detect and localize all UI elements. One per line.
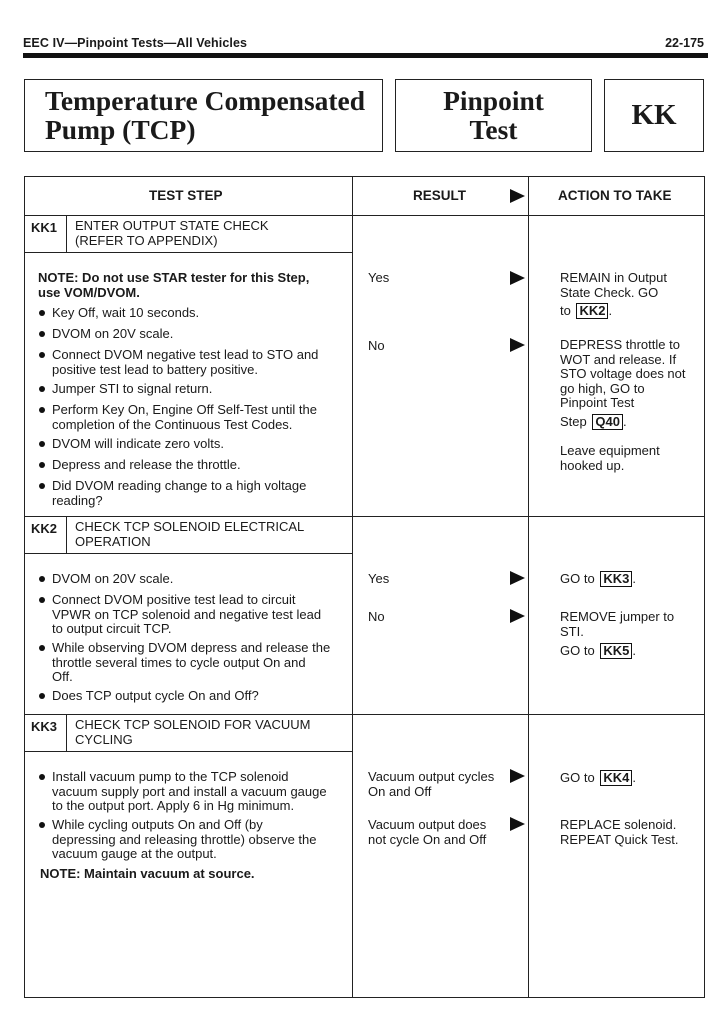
- step-title-kk2: CHECK TCP SOLENOID ELECTRICAL OPERATION: [75, 519, 305, 549]
- step-title-kk1: ENTER OUTPUT STATE CHECK (REFER TO APPENDIX): [75, 218, 269, 248]
- action-yes: GO to KK3 .: [560, 571, 636, 586]
- step-title-underline: [24, 751, 352, 752]
- bullet-icon: [39, 645, 45, 651]
- page-header-title: EEC IV—Pinpoint Tests—All Vehicles: [23, 36, 248, 50]
- step-title-underline: [24, 252, 352, 253]
- bullet-icon: [39, 483, 45, 489]
- bullet-icon: [39, 407, 45, 413]
- bullet-icon: [39, 352, 45, 358]
- step-ref-q40: Q40: [592, 414, 623, 430]
- action-note: Leave equipment hooked up.: [560, 443, 660, 473]
- arrow-icon: [510, 609, 525, 623]
- arrow-icon: [510, 271, 525, 285]
- action-no: DEPRESS throttle to WOT and release. If STO voltage does not go high, GO to Pinpoint Test Step Q40 .: [560, 337, 686, 429]
- result-yes: Yes: [368, 571, 390, 586]
- bullet-icon: [39, 774, 45, 780]
- step-ref-kk2: KK2: [576, 303, 608, 319]
- arrow-icon: [510, 338, 525, 352]
- instruction: Connect DVOM positive test lead to circuit VPWR on TCP solenoid and negative test lead to output circuit TCP.: [52, 592, 322, 636]
- bullet-icon: [39, 693, 45, 699]
- column-header-result: RESULT: [413, 188, 466, 203]
- instruction: DVOM on 20V scale.: [52, 326, 174, 341]
- action-no-cycle: REPLACE solenoid. REPEAT Quick Test.: [560, 817, 679, 847]
- instruction: Jumper STI to signal return.: [52, 381, 213, 396]
- step-title-underline: [24, 553, 352, 554]
- document-title: Temperature Compensated Pump (TCP): [45, 85, 366, 145]
- note-kk3: NOTE: Maintain vacuum at source.: [40, 866, 255, 881]
- step-id-kk2: KK2: [31, 521, 58, 536]
- result-cycles: Vacuum output cycles On and Off: [368, 769, 495, 799]
- column-divider-result: [352, 176, 353, 998]
- instruction: DVOM will indicate zero volts.: [52, 436, 224, 451]
- step-ref-kk4: KK4: [600, 770, 632, 786]
- arrow-icon: [510, 571, 525, 585]
- step-id-kk1: KK1: [31, 220, 58, 235]
- result-no: No: [368, 609, 385, 624]
- instruction: Depress and release the throttle.: [52, 457, 241, 472]
- row-divider-kk3: [24, 714, 705, 715]
- row-divider-kk2: [24, 516, 705, 517]
- instruction: Key Off, wait 10 seconds.: [52, 305, 200, 320]
- title-box: [24, 79, 383, 152]
- step-id-divider: [66, 516, 67, 553]
- action-yes: REMAIN in Output State Check. GO to KK2 .: [560, 270, 667, 318]
- step-id-kk3: KK3: [31, 719, 58, 734]
- instruction: Connect DVOM negative test lead to STO and positive test lead to battery positive.: [52, 347, 319, 377]
- header-row-divider: [24, 215, 705, 216]
- pinpoint-test-box: [395, 79, 592, 152]
- test-code: KK: [631, 99, 677, 131]
- action-cycles: GO to KK4 .: [560, 770, 636, 785]
- action-no: REMOVE jumper to STI. GO to KK5 .: [560, 609, 675, 658]
- instruction: Install vacuum pump to the TCP solenoid vacuum supply port and install a vacuum gauge to the output port. Apply 6 in Hg minimum.: [52, 769, 327, 813]
- result-no: No: [368, 338, 385, 353]
- note-kk1: NOTE: Do not use STAR tester for this Step, use VOM/DVOM.: [38, 270, 310, 300]
- pinpoint-test-label: Pinpoint Test: [443, 85, 544, 145]
- bullet-icon: [39, 576, 45, 582]
- arrow-icon: [510, 817, 525, 831]
- page-number: 22-175: [665, 36, 704, 50]
- instruction: Did DVOM reading change to a high voltage reading?: [52, 478, 307, 508]
- header-rule: [23, 53, 708, 58]
- step-ref-kk5: KK5: [600, 643, 632, 659]
- instruction: Perform Key On, Engine Off Self-Test until the completion of the Continuous Test Codes.: [52, 402, 317, 432]
- step-id-divider: [66, 714, 67, 751]
- instruction: While observing DVOM depress and release the throttle several times to cycle output On and Off.: [52, 640, 331, 684]
- bullet-icon: [39, 310, 45, 316]
- bullet-icon: [39, 462, 45, 468]
- bullet-icon: [39, 386, 45, 392]
- arrow-icon: [510, 189, 525, 203]
- bullet-icon: [39, 822, 45, 828]
- bullet-icon: [39, 331, 45, 337]
- instruction: Does TCP output cycle On and Off?: [52, 688, 259, 703]
- result-yes: Yes: [368, 270, 390, 285]
- column-header-action: ACTION TO TAKE: [558, 188, 672, 203]
- column-divider-action: [528, 176, 529, 998]
- step-id-divider: [66, 215, 67, 252]
- arrow-icon: [510, 769, 525, 783]
- bullet-icon: [39, 597, 45, 603]
- instruction: While cycling outputs On and Off (by depressing and releasing throttle) observe the vacuum gauge at the output.: [52, 817, 317, 861]
- column-header-test-step: TEST STEP: [149, 188, 223, 203]
- bullet-icon: [39, 441, 45, 447]
- step-title-kk3: CHECK TCP SOLENOID FOR VACUUM CYCLING: [75, 717, 311, 747]
- result-no-cycle: Vacuum output does not cycle On and Off: [368, 817, 487, 847]
- step-ref-kk3: KK3: [600, 571, 632, 587]
- instruction: DVOM on 20V scale.: [52, 571, 174, 586]
- test-code-box: [604, 79, 704, 152]
